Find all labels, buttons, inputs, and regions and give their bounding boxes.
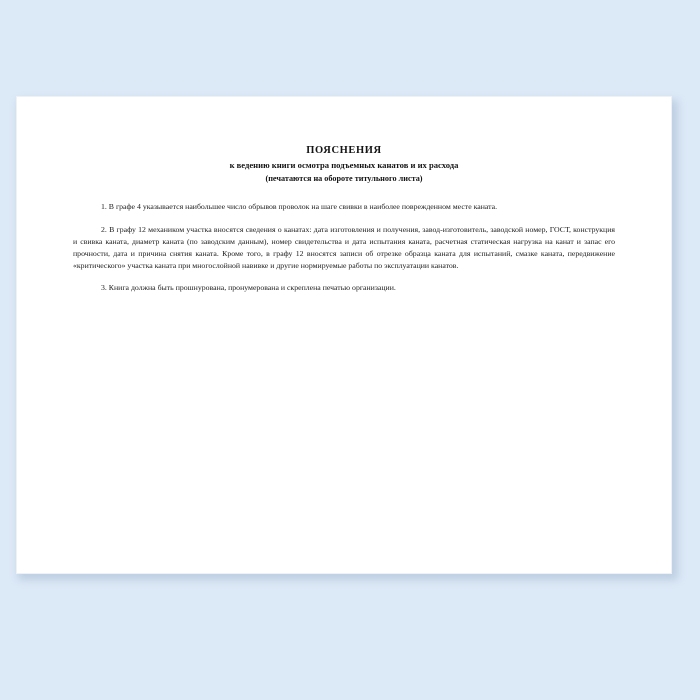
- document-subtitle: к ведению книги осмотра подъемных канатов и их расхода: [229, 160, 459, 170]
- page-title: ПОЯСНЕНИЯ: [306, 145, 382, 156]
- document-paragraph: 3. Книга должна быть прошнурована, пронумерована и скреплена печатью организации.: [101, 283, 396, 293]
- document-paragraph: 1. В графе 4 указывается наибольшее число обрывов проволок на шаге свивки в наиболее поврежденном месте каната.: [101, 202, 498, 212]
- document-paragraph: 2. В графу 12 механиком участка вносятся сведения о канатах: дата изготовления и получения, завод-изготовитель, заводской номер, ГОСТ, конструкция и свивка каната, диаметр каната (по заводским данным), номер свидетельства и дата испытания каната, расчетная статическая нагрузка на канат и запас его прочности, дата и причина снятия каната. Кроме того, в графу 12 вносятся записи об отрезке образца каната для испытаний, смазке каната, передвижение «критического» участка каната при многослойной навивке и другие нормируемые работы по эксплуатации канатов.: [73, 225, 615, 270]
- document-note: (печатаются на обороте титульного листа): [265, 174, 423, 184]
- document-page: [16, 96, 672, 574]
